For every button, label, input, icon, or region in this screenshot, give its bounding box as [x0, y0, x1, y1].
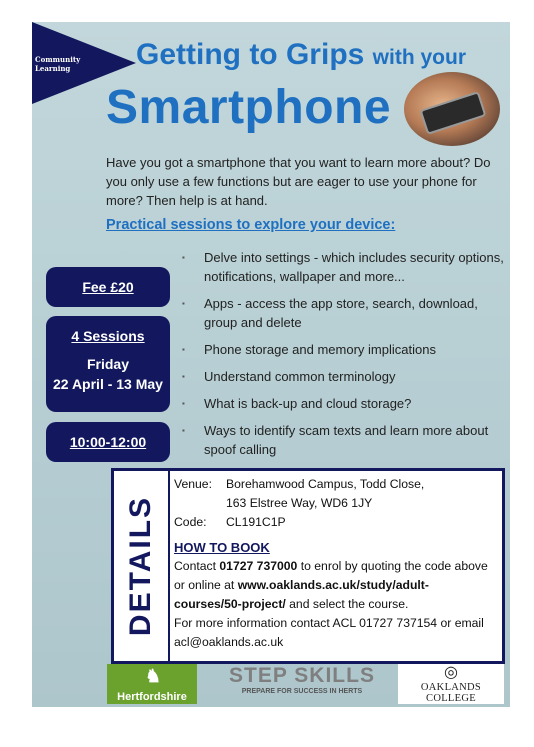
list-item: ▪ Phone storage and memory implications [178, 340, 508, 359]
list-item: ▪ Ways to identify scam texts and learn more about spoof calling [178, 421, 508, 459]
hertfordshire-logo: ♞ Hertfordshire [107, 664, 197, 704]
title-part2: with your [372, 46, 467, 69]
booking-phone: 01727 737000 [219, 559, 298, 573]
list-item: ▪ Apps - access the app store, search, download, group and delete [178, 294, 508, 332]
oaklands-college-logo: ◎ OAKLANDS COLLEGE [398, 664, 504, 704]
intro-text: Have you got a smartphone that you want to learn more about? Do you only use a few functions but are eager to use your phone for more? Then help is at hand. [106, 155, 491, 208]
booking-url[interactable]: www.oaklands.ac.uk/study/adult-courses/50-project/ [174, 578, 429, 611]
fee-badge: Fee £20 [46, 267, 170, 307]
details-box [111, 468, 505, 664]
details-content [174, 475, 496, 652]
list-item: ▪ What is back-up and cloud storage? [178, 394, 508, 413]
course-code: CL191C1P [226, 515, 286, 529]
list-item: ▪ Delve into settings - which includes security options, notifications, wallpaper and more... [178, 248, 508, 286]
title-line2: Smartphone [106, 81, 392, 134]
sessions-count: 4 Sessions [71, 328, 145, 344]
venue-label: Venue: [174, 477, 212, 491]
title-part1: Getting to Grips [136, 38, 373, 71]
venue-line1: Borehamwood Campus, Todd Close, [226, 477, 425, 491]
smartphone-photo [404, 72, 500, 146]
session-topics-list [178, 248, 508, 467]
sessions-badge [46, 316, 170, 412]
time-badge: 10:00-12:00 [46, 422, 170, 462]
poster [32, 22, 510, 707]
details-heading: DETAILS [114, 471, 170, 661]
sessions-dates: 22 April - 13 May [53, 376, 163, 392]
stag-icon: ♞ [145, 666, 162, 686]
step-2-skills-logo: STEP SKILLS PREPARE FOR SUCCESS IN HERTS [229, 664, 375, 695]
booking-text: Contact 01727 737000 to enrol by quoting the code above or online at www.oaklands.ac.uk/study/adult-courses/50-project/ and select the course. [174, 559, 488, 611]
phone-icon [420, 91, 487, 135]
badge-text: Community Learning [35, 55, 81, 73]
footer-logos [32, 662, 510, 707]
swirl-icon: ◎ [444, 664, 458, 681]
code-label: Code: [174, 515, 207, 529]
list-item: ▪ Understand common terminology [178, 367, 508, 386]
more-info-text: For more information contact ACL 01727 737154 or email acl@oaklands.ac.uk [174, 616, 484, 649]
sessions-day: Friday [86, 356, 129, 372]
venue-line2: 163 Elstree Way, WD6 1JY [226, 496, 373, 510]
subheading: Practical sessions to explore your device: [106, 217, 396, 233]
how-to-book-heading: HOW TO BOOK [174, 540, 270, 555]
title-line1 [136, 38, 466, 72]
